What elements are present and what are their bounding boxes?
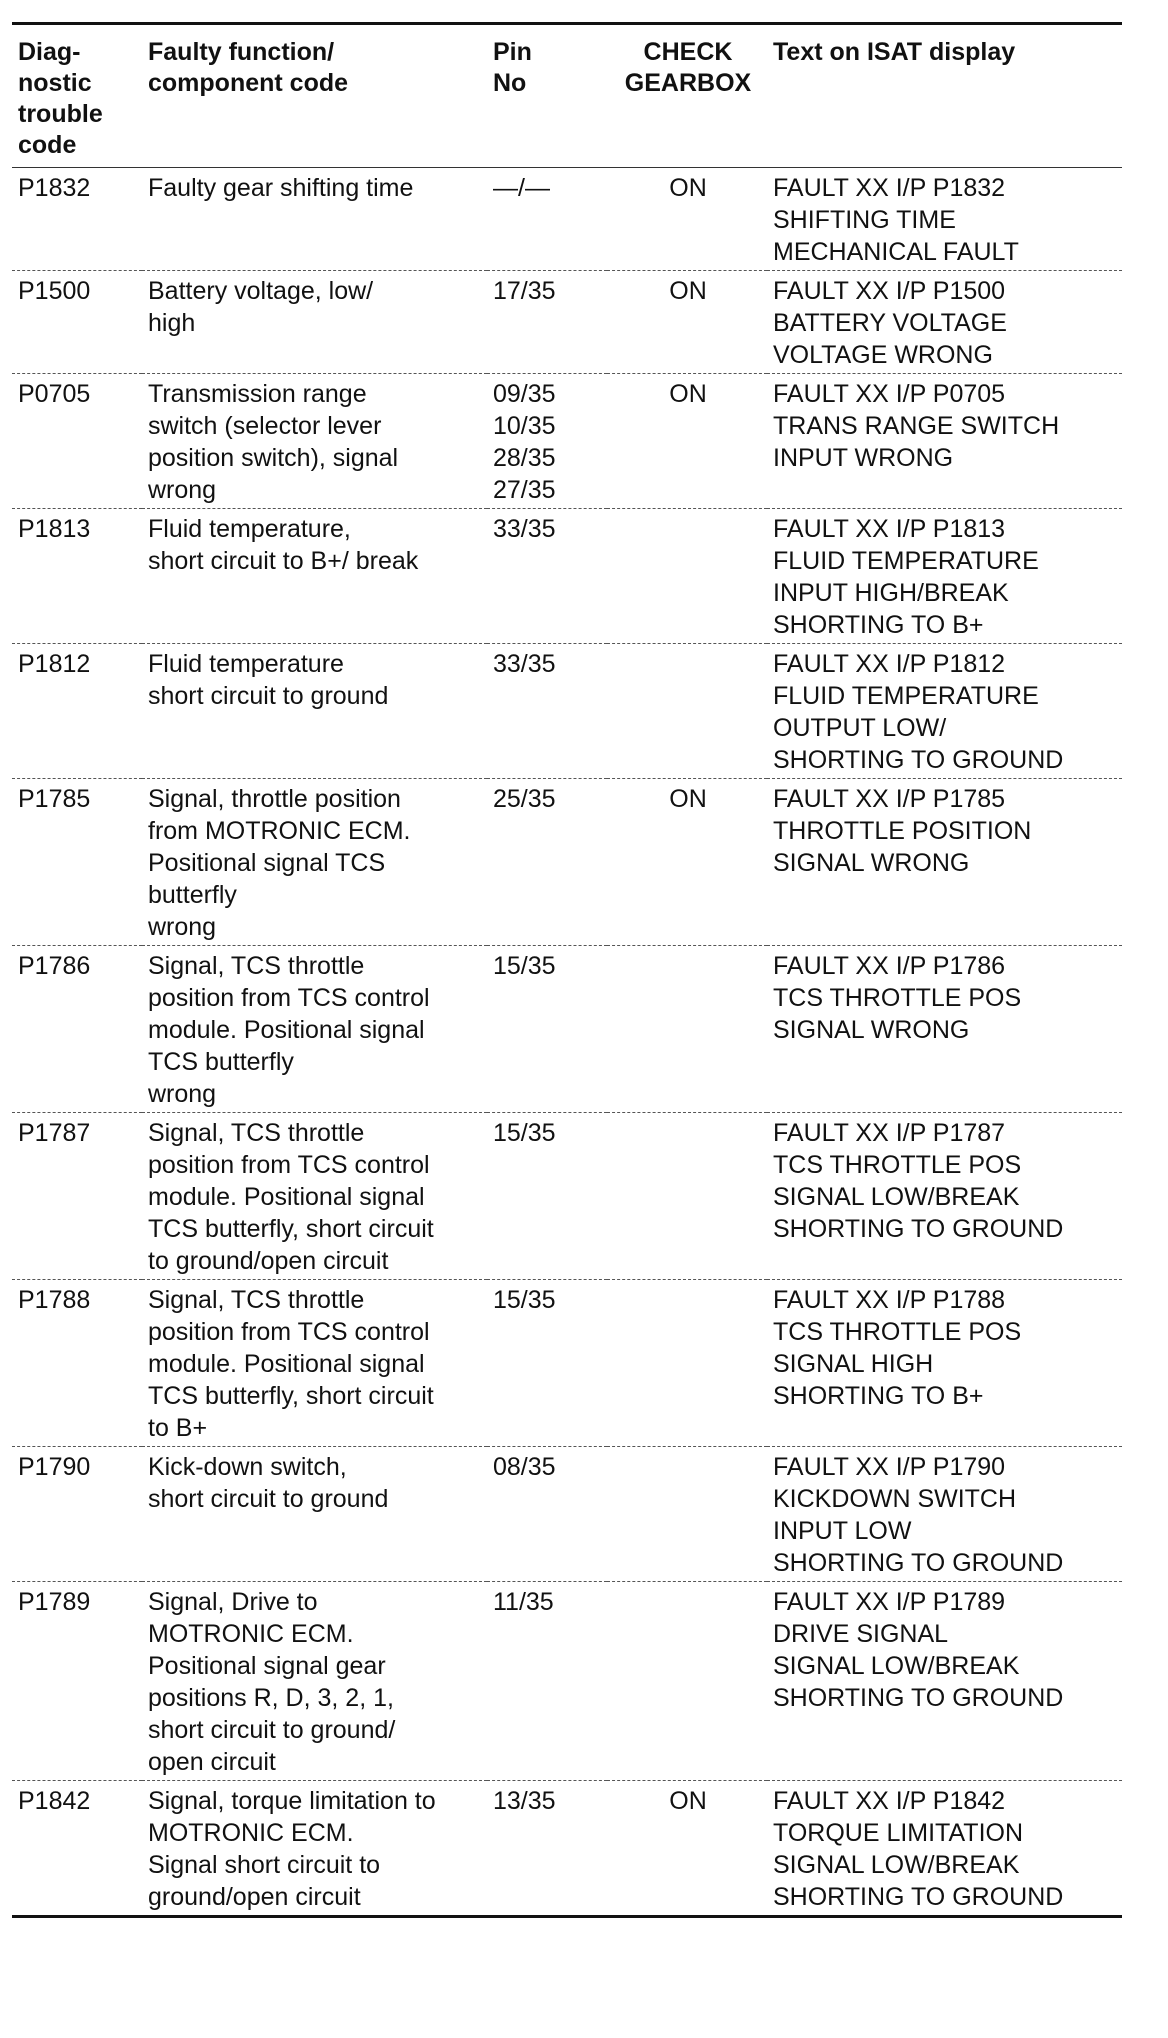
table-row xyxy=(12,946,1122,1113)
cell-code: P1785 xyxy=(12,779,142,946)
cell-isat-text: FAULT XX I/P P1788 TCS THROTTLE POS SIGNAL HIGH SHORTING TO B+ xyxy=(767,1280,1122,1447)
cell-code: P1832 xyxy=(12,168,142,271)
cell-pin: 15/35 xyxy=(487,1113,607,1280)
cell-function: Faulty gear shifting time xyxy=(142,168,487,271)
header-function: Faulty function/ component code xyxy=(142,25,487,168)
cell-pin: 33/35 xyxy=(487,644,607,779)
cell-code: P1812 xyxy=(12,644,142,779)
table-row xyxy=(12,374,1122,509)
dtc-table xyxy=(12,25,1122,1918)
cell-pin: 17/35 xyxy=(487,271,607,374)
cell-pin: 25/35 xyxy=(487,779,607,946)
cell-isat-text: FAULT XX I/P P1785 THROTTLE POSITION SIGNAL WRONG xyxy=(767,779,1122,946)
cell-check-gearbox xyxy=(607,1582,767,1781)
cell-isat-text: FAULT XX I/P P1786 TCS THROTTLE POS SIGNAL WRONG xyxy=(767,946,1122,1113)
cell-function: Signal, torque limitation to MOTRONIC ECM. Signal short circuit to ground/open circuit xyxy=(142,1781,487,1917)
cell-check-gearbox: ON xyxy=(607,374,767,509)
cell-function: Signal, TCS throttle position from TCS control module. Positional signal TCS butterfly, short circuit to ground/open circuit xyxy=(142,1113,487,1280)
cell-check-gearbox: ON xyxy=(607,168,767,271)
cell-code: P1787 xyxy=(12,1113,142,1280)
cell-function: Transmission range switch (selector lever position switch), signal wrong xyxy=(142,374,487,509)
cell-function: Fluid temperature, short circuit to B+/ break xyxy=(142,509,487,644)
table-row xyxy=(12,168,1122,271)
cell-function: Signal, TCS throttle position from TCS control module. Positional signal TCS butterfly wrong xyxy=(142,946,487,1113)
table-body xyxy=(12,168,1122,1917)
table-row xyxy=(12,1447,1122,1582)
cell-isat-text: FAULT XX I/P P1812 FLUID TEMPERATURE OUTPUT LOW/ SHORTING TO GROUND xyxy=(767,644,1122,779)
cell-check-gearbox xyxy=(607,644,767,779)
header-pin: Pin No xyxy=(487,25,607,168)
cell-check-gearbox xyxy=(607,1447,767,1582)
table-row xyxy=(12,779,1122,946)
header-isat-text: Text on ISAT display xyxy=(767,25,1122,168)
cell-isat-text: FAULT XX I/P P1842 TORQUE LIMITATION SIGNAL LOW/BREAK SHORTING TO GROUND xyxy=(767,1781,1122,1917)
cell-check-gearbox xyxy=(607,1113,767,1280)
header-code: Diag- nostic trouble code xyxy=(12,25,142,168)
cell-pin: 15/35 xyxy=(487,946,607,1113)
cell-check-gearbox xyxy=(607,946,767,1113)
cell-function: Battery voltage, low/ high xyxy=(142,271,487,374)
cell-pin: 15/35 xyxy=(487,1280,607,1447)
table-row xyxy=(12,1280,1122,1447)
cell-check-gearbox: ON xyxy=(607,779,767,946)
cell-pin: 08/35 xyxy=(487,1447,607,1582)
cell-isat-text: FAULT XX I/P P1787 TCS THROTTLE POS SIGNAL LOW/BREAK SHORTING TO GROUND xyxy=(767,1113,1122,1280)
document-page xyxy=(12,22,1122,1918)
cell-check-gearbox: ON xyxy=(607,1781,767,1917)
cell-isat-text: FAULT XX I/P P1789 DRIVE SIGNAL SIGNAL LOW/BREAK SHORTING TO GROUND xyxy=(767,1582,1122,1781)
cell-isat-text: FAULT XX I/P P1832 SHIFTING TIME MECHANICAL FAULT xyxy=(767,168,1122,271)
table-row xyxy=(12,271,1122,374)
cell-pin: 33/35 xyxy=(487,509,607,644)
cell-function: Signal, throttle position from MOTRONIC ECM. Positional signal TCS butterfly wrong xyxy=(142,779,487,946)
table-row xyxy=(12,509,1122,644)
cell-pin: —/— xyxy=(487,168,607,271)
cell-code: P1789 xyxy=(12,1582,142,1781)
cell-pin: 11/35 xyxy=(487,1582,607,1781)
cell-isat-text: FAULT XX I/P P1790 KICKDOWN SWITCH INPUT LOW SHORTING TO GROUND xyxy=(767,1447,1122,1582)
cell-function: Signal, Drive to MOTRONIC ECM. Positional signal gear positions R, D, 3, 2, 1, short circuit to ground/ open circuit xyxy=(142,1582,487,1781)
cell-function: Fluid temperature short circuit to ground xyxy=(142,644,487,779)
table-row xyxy=(12,1113,1122,1280)
table-row xyxy=(12,1781,1122,1917)
cell-code: P1788 xyxy=(12,1280,142,1447)
cell-pin: 13/35 xyxy=(487,1781,607,1917)
cell-function: Signal, TCS throttle position from TCS control module. Positional signal TCS butterfly, short circuit to B+ xyxy=(142,1280,487,1447)
cell-check-gearbox xyxy=(607,1280,767,1447)
cell-isat-text: FAULT XX I/P P1813 FLUID TEMPERATURE INPUT HIGH/BREAK SHORTING TO B+ xyxy=(767,509,1122,644)
cell-check-gearbox xyxy=(607,509,767,644)
cell-function: Kick-down switch, short circuit to ground xyxy=(142,1447,487,1582)
cell-code: P1842 xyxy=(12,1781,142,1917)
cell-code: P0705 xyxy=(12,374,142,509)
cell-isat-text: FAULT XX I/P P0705 TRANS RANGE SWITCH INPUT WRONG xyxy=(767,374,1122,509)
cell-pin: 09/35 10/35 28/35 27/35 xyxy=(487,374,607,509)
cell-code: P1813 xyxy=(12,509,142,644)
cell-code: P1786 xyxy=(12,946,142,1113)
table-row xyxy=(12,1582,1122,1781)
cell-code: P1790 xyxy=(12,1447,142,1582)
cell-code: P1500 xyxy=(12,271,142,374)
table-row xyxy=(12,644,1122,779)
header-check-gearbox: CHECK GEARBOX xyxy=(607,25,767,168)
table-header-row xyxy=(12,25,1122,168)
cell-check-gearbox: ON xyxy=(607,271,767,374)
cell-isat-text: FAULT XX I/P P1500 BATTERY VOLTAGE VOLTAGE WRONG xyxy=(767,271,1122,374)
